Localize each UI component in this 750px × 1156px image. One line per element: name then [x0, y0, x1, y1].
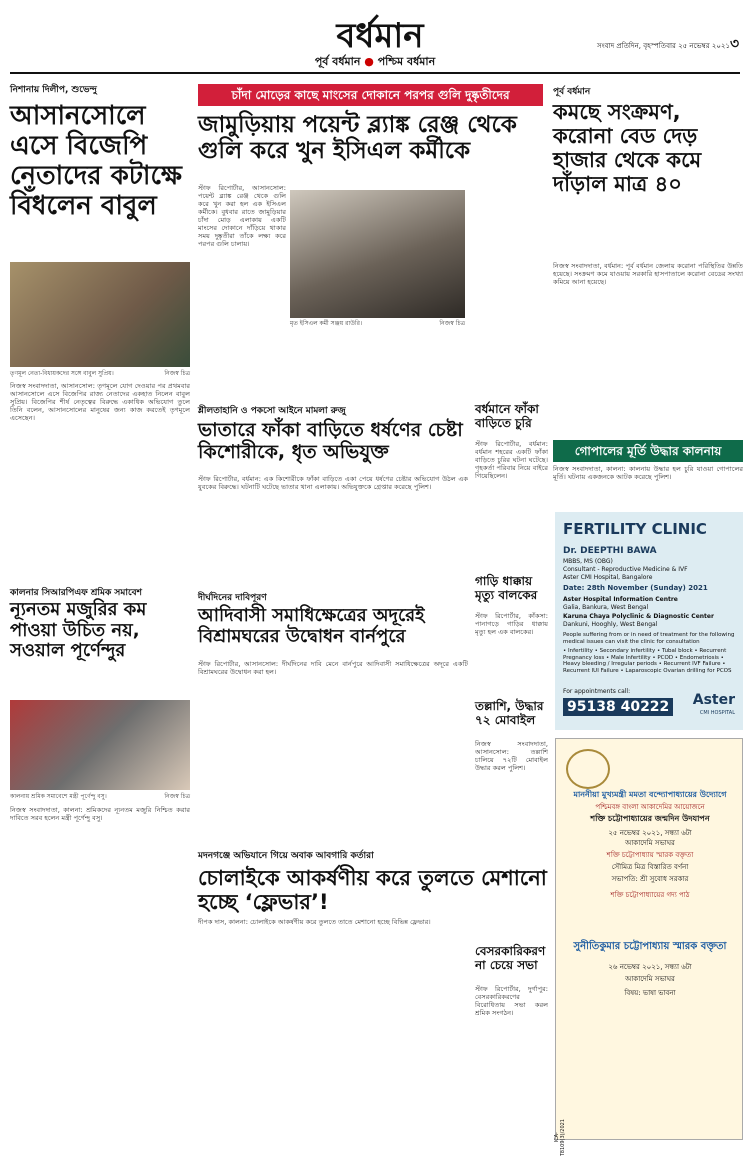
- ad-doctor: Dr. DEEPTHI BAWA: [563, 546, 657, 556]
- flavour-headline: চোলাইকে আকর্ষণীয় করে তুলতে মেশানো হচ্ছে ‘ফ্লেভার’!: [198, 866, 547, 915]
- dateline: সংবাদ প্রতিদিন, বৃহস্পতিবার ২৫ নভেম্বর ২০২১: [596, 42, 730, 50]
- lead-caption: [290, 320, 465, 327]
- govt-line12: আকাদেমি সভাঘর: [625, 975, 675, 983]
- ad-venue2: Karuna Chaya Polyclinic & Diagnostic Center: [563, 613, 714, 620]
- left-caption: [10, 370, 190, 377]
- ad-phone[interactable]: 95138 40222: [563, 698, 673, 716]
- left-headline: আসানসোলে এসে বিজেপি নেতাদের কটাক্ষে বিঁধলেন বাবুল: [10, 101, 182, 221]
- ad-brand-sub: CMI HOSPITAL: [699, 710, 735, 716]
- govt-line8: সভাপতি: শ্রী সুবোধ সরকার: [611, 875, 689, 883]
- govt-line1: মাননীয়া মুখ্যমন্ত্রী মমতা বন্দ্যোপাধ্যায়ের উদ্যোগে: [573, 790, 727, 799]
- wage-caption-credit: নিজস্ব চিত্র: [164, 793, 190, 800]
- header-rule: [10, 72, 740, 74]
- left-photo: [10, 262, 190, 367]
- rape-kicker: শ্লীলতাহানি ও পকসো আইনে মামলা রুজু: [198, 406, 346, 416]
- ad-date: Date: 28th November (Sunday) 2021: [563, 584, 708, 592]
- right-headline: কমছে সংক্রমণ, করোনা বেড দেড় হাজার থেকে কমে দাঁড়াল মাত্র ৪০: [553, 100, 702, 197]
- govt-line4: ২৫ নভেম্বর ২০২১, সন্ধ্যা ৬টা: [608, 829, 692, 837]
- lead-body-col3: [470, 184, 543, 394]
- ad-role: Consultant - Reproductive Medicine & IVF: [563, 566, 688, 573]
- privatisation-headline: বেসরকারিকরণ না চেয়ে সভা: [475, 944, 546, 972]
- left-caption-text: তৃণমূল নেতা-বিধায়কদের সঙ্গে বাবুল সুপ্রিয়।: [10, 370, 114, 377]
- right-body: নিজস্ব সংবাদদাতা, বর্ধমান: পূর্ব বর্ধমান জেলায় করোনা পরিস্থিতির উন্নতি হয়েছে। সংক্রমণ কমে যাওয়ায় সরকারি হাসপাতালে করোনা বেডের সংখ্যা কমিয়ে আনা হয়েছে।: [553, 262, 743, 286]
- lead-body-col1: স্টাফ রিপোর্টার, আসানসোল: পয়েন্ট ব্ল্যাঙ্ক রেঞ্জ থেকে গুলি করে খুন করা হল এক ইসিএল কর্মীকে। বুধবার রাতে জামুড়িয়ার চাঁদা মোড় এলাকায় একটি মাংসের দোকানে দাঁড়িয়ে থাকার সময় দুষ্কৃতীরা তাঁকে লক্ষ্য করে পরপর গুলি চালায়।: [198, 184, 286, 248]
- accident-headline: গাড়ি ধাক্কায় মৃত্যু বালকের: [475, 574, 538, 602]
- nav-purba-bardhaman[interactable]: পূর্ব বর্ধমান: [314, 55, 361, 68]
- ad-brand: Aster: [692, 692, 735, 708]
- tribal-body: স্টাফ রিপোর্টার, আসানসোল: দীর্ঘদিনের দাবি মেনে বার্নপুরে আদিবাসী সমাধিক্ষেত্রের অদূরে একটি বিশ্রামঘরের উদ্বোধন করা হল।: [198, 660, 468, 676]
- ad-conditions: • Infertility • Secondary infertility • Tubal block • Recurrent Pregnancy loss • Male Infertility • PCOD • Endometriosis • Heavy bleeding / Irregular periods • Recurrent IVF Failure • Recurrent IUI Failure • Laparoscopic Ovarian drilling for PCOS: [563, 648, 732, 674]
- ad-degree: MBBS, MS (OBG): [563, 558, 613, 565]
- tribal-kicker: দীর্ঘদিনের দাবিপূরণ: [198, 593, 267, 603]
- wage-body: নিজস্ব সংবাদদাতা, কালনা: শ্রমিকদের ন্যূনতম মজুরি নিশ্চিত করার দাবিতে সরব হলেন মন্ত্রী পূর্ণেন্দু বসু।: [10, 806, 190, 822]
- nav-separator: ●: [364, 55, 378, 68]
- left-kicker: নিশানায় দিলীপ, শুভেন্দু: [10, 85, 97, 95]
- fertility-ad[interactable]: [555, 512, 743, 730]
- tribal-headline: আদিবাসী সমাধিক্ষেত্রের অদূরেই বিশ্রামঘরের উদ্বোধন বার্নপুরে: [198, 605, 425, 647]
- privatisation-body: স্টাফ রিপোর্টার, দুর্গাপুর: বেসরকারিকরণের বিরোধিতায় সভা করল শ্রমিক সংগঠন।: [475, 985, 548, 1017]
- govt-line7: সৌমিত্র মিত্র বিস্তারিত বর্ণনা: [611, 863, 689, 871]
- govt-line3: শক্তি চট্টোপাধ্যায়ের জন্মদিন উদযাপন: [590, 814, 710, 823]
- theft-headline: বর্ধমানে ফাঁকা বাড়িতে চুরি: [475, 402, 539, 430]
- wage-caption: [10, 793, 190, 800]
- masthead: [0, 0, 750, 90]
- govt-line11: ২৬ নভেম্বর ২০২১, সন্ধ্যা ৬টা: [608, 963, 692, 971]
- govt-emblem-icon: [566, 749, 610, 789]
- govt-ad: [554, 738, 743, 1156]
- lead-caption-credit: নিজস্ব চিত্র: [439, 320, 465, 327]
- govt-line10: সুনীতিকুমার চট্টোপাধ্যায় স্মারক বক্তৃতা: [573, 941, 727, 952]
- flavour-body: দীপক দাস, কালনা: চোলাইকে আকর্ষণীয় করে তুলতে তাতে মেশানো হচ্ছে বিভিন্ন ফ্লেভার।: [198, 918, 431, 926]
- lead-body-cont: [198, 330, 468, 392]
- section-nav: [270, 53, 480, 72]
- left-caption-credit: নিজস্ব চিত্র: [164, 370, 190, 377]
- nav-paschim-bardhaman[interactable]: পশ্চিম বর্ধমান: [377, 55, 436, 68]
- gopal-body: নিজস্ব সংবাদদাতা, কালনা: কালনায় উদ্ধার হল চুরি যাওয়া গোপালের মূর্তি। ঘটনায় একজনকে আটক করেছে পুলিশ।: [553, 465, 743, 481]
- govt-line5: আকাদেমি সভাঘর: [625, 839, 675, 847]
- rape-headline: ভাতারে ফাঁকা বাড়িতে ধর্ষণের চেষ্টা কিশোরীকে, ধৃত অভিযুক্ত: [198, 419, 463, 463]
- lead-caption-text: মৃত ইসিএল কর্মী সঞ্জয় রাউরি।: [290, 320, 363, 327]
- right-kicker: পূর্ব বর্ধমান: [553, 87, 591, 97]
- ad-hospital: Aster CMI Hospital, Bangalore: [563, 574, 653, 581]
- ad-venue2-addr: Dankuni, Hooghly, West Bengal: [563, 621, 658, 628]
- gopal-headline: গোপালের মূর্তি উদ্ধার কালনায়: [553, 440, 743, 462]
- govt-line6: শক্তি চট্টোপাধ্যায় স্মারক বক্তৃতা: [606, 851, 694, 859]
- page-number: ৩: [730, 36, 740, 52]
- crime-banner: চাঁদা মোড়ের কাছে মাংসের দোকানে পরপর গুলি দুষ্কৃতীদের: [198, 84, 543, 106]
- flavour-kicker: মদনগঞ্জে অভিযানে গিয়ে অবাক আবগারি কর্তারা: [198, 851, 374, 861]
- theft-body: স্টাফ রিপোর্টার, বর্ধমান: বর্ধমান শহরের একটি ফাঁকা বাড়িতে চুরির ঘটনা ঘটেছে। গৃহকর্তা পরিবার নিয়ে বাইরে গিয়েছিলেন।: [475, 440, 548, 480]
- wage-kicker: কালনার সিআরপিএফ শ্রমিক সমাবেশ: [10, 588, 142, 598]
- govt-line2: পশ্চিমবঙ্গ বাংলা আকাদেমির আয়োজনে: [595, 803, 705, 811]
- ad-venue1-addr: Galia, Bankura, West Bengal: [563, 604, 649, 611]
- ad-phone-label: For appointments call:: [563, 688, 631, 695]
- lead-photo: [290, 190, 465, 318]
- lead-headline: জামুড়িয়ায় পয়েন্ট ব্ল্যাঙ্ক রেঞ্জ থেকে গুলি করে খুন ইসিএল কর্মীকে: [198, 112, 517, 165]
- mobile-headline: তল্লাশি, উদ্ধার ৭২ মোবাইল: [475, 699, 544, 727]
- govt-line13: বিষয়: ভাষা ভাবনা: [624, 989, 676, 997]
- wage-headline: ন্যূনতম মজুরির কম পাওয়া উচিত নয়, সওয়াল পূর্ণেন্দুর: [10, 599, 147, 662]
- rape-body: স্টাফ রিপোর্টার, বর্ধমান: এক কিশোরীকে ফাঁকা বাড়িতে একা পেয়ে ধর্ষণের চেষ্টার অভিযোগ উঠল এক যুবকের বিরুদ্ধে। ঘটনাটি ঘটেছে ভাতার থানা এলাকায়। অভিযুক্তকে গ্রেপ্তার করেছে পুলিশ।: [198, 475, 468, 491]
- wage-photo: [10, 700, 190, 790]
- govt-code: ICA-T8109(3)/2021: [554, 1119, 566, 1156]
- govt-line9: শক্তি চট্টোপাধ্যায়ের গদ্য পাঠ: [610, 891, 690, 899]
- ad-title: FERTILITY CLINIC: [563, 520, 707, 538]
- wage-caption-text: কালনায় শ্রমিক সমাবেশে মন্ত্রী পূর্ণেন্দু বসু।: [10, 793, 107, 800]
- ad-note: People suffering from or in need of treatment for the following medical issues can visit the clinic for consultation: [563, 632, 735, 645]
- accident-body: স্টাফ রিপোর্টার, কাঁকসা: পানাগড়ে গাড়ির ধাক্কায় মৃত্যু হল এক বালকের।: [475, 612, 548, 636]
- left-body: নিজস্ব সংবাদদাতা, আসানসোল: তৃণমূলে যোগ দেওয়ার পর প্রথমবার আসানসোলে এসে বিজেপির রাজ্য নেতাদের একহাত নিলেন বাবুল সুপ্রিয়। বিজেপির শীর্ষ নেতৃত্বের বিরুদ্ধে একাধিক অভিযোগ তুলে তিনি বলেন, আসানসোলের মানুষের জন্য কাজ করতেই তৃণমূলে এসেছেন।: [10, 382, 190, 422]
- page-title: বর্ধমান: [336, 16, 424, 56]
- mobile-body: নিজস্ব সংবাদদাতা, আসানসোল: তল্লাশি চালিয়ে ৭২টি মোবাইল উদ্ধার করল পুলিশ।: [475, 740, 548, 772]
- ad-venue1: Aster Hospital Information Centre: [563, 596, 678, 603]
